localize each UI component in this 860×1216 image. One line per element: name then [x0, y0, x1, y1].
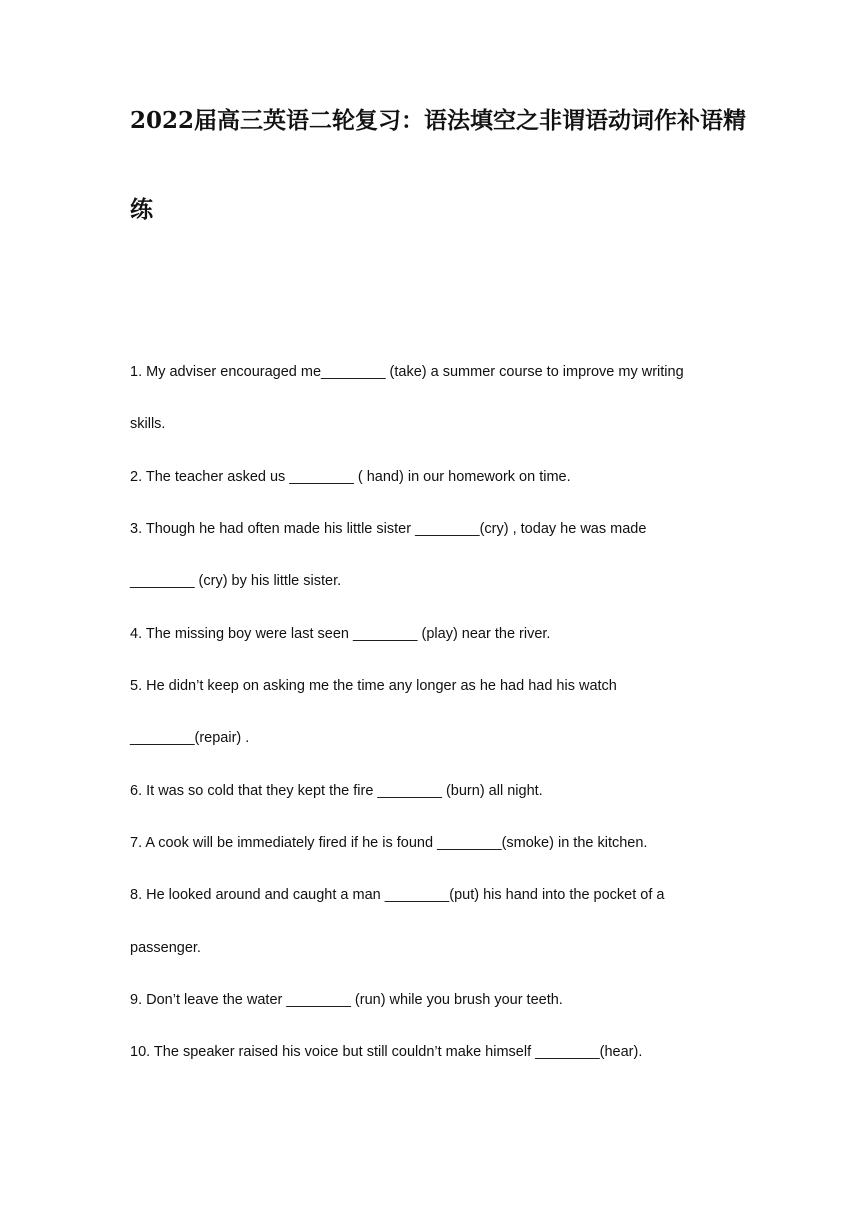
exercise-line-3: 2. The teacher asked us ________ ( hand) in our homework on time.	[130, 469, 571, 485]
exercise-line-9: 6. It was so cold that they kept the fire ________ (burn) all night.	[130, 783, 543, 799]
exercise-line-1: 1. My adviser encouraged me________ (take) a summer course to improve my writing	[130, 364, 684, 380]
exercise-line-7: 5. He didn’t keep on asking me the time any longer as he had had his watch	[130, 678, 617, 694]
exercise-line-6: 4. The missing boy were last seen ________ (play) near the river.	[130, 626, 551, 642]
exercise-line-4: 3. Though he had often made his little sister ________(cry) , today he was made	[130, 521, 647, 537]
document-title-line-1: 2022届高三英语二轮复习：语法填空之非谓语动词作补语精	[130, 107, 747, 134]
document-title-line-2: 练	[130, 196, 153, 223]
exercise-line-2: skills.	[130, 416, 166, 432]
exercise-line-14: 10. The speaker raised his voice but still couldn’t make himself ________(hear).	[130, 1044, 643, 1060]
exercise-line-8: ________(repair) .	[130, 730, 250, 746]
exercise-line-5: ________ (cry) by his little sister.	[130, 573, 342, 589]
exercise-line-11: 8. He looked around and caught a man ________(put) his hand into the pocket of a	[130, 887, 665, 903]
exercise-line-10: 7. A cook will be immediately fired if he is found ________(smoke) in the kitchen.	[130, 835, 648, 851]
exercise-line-12: passenger.	[130, 940, 201, 956]
exercise-line-13: 9. Don’t leave the water ________ (run) while you brush your teeth.	[130, 992, 563, 1008]
